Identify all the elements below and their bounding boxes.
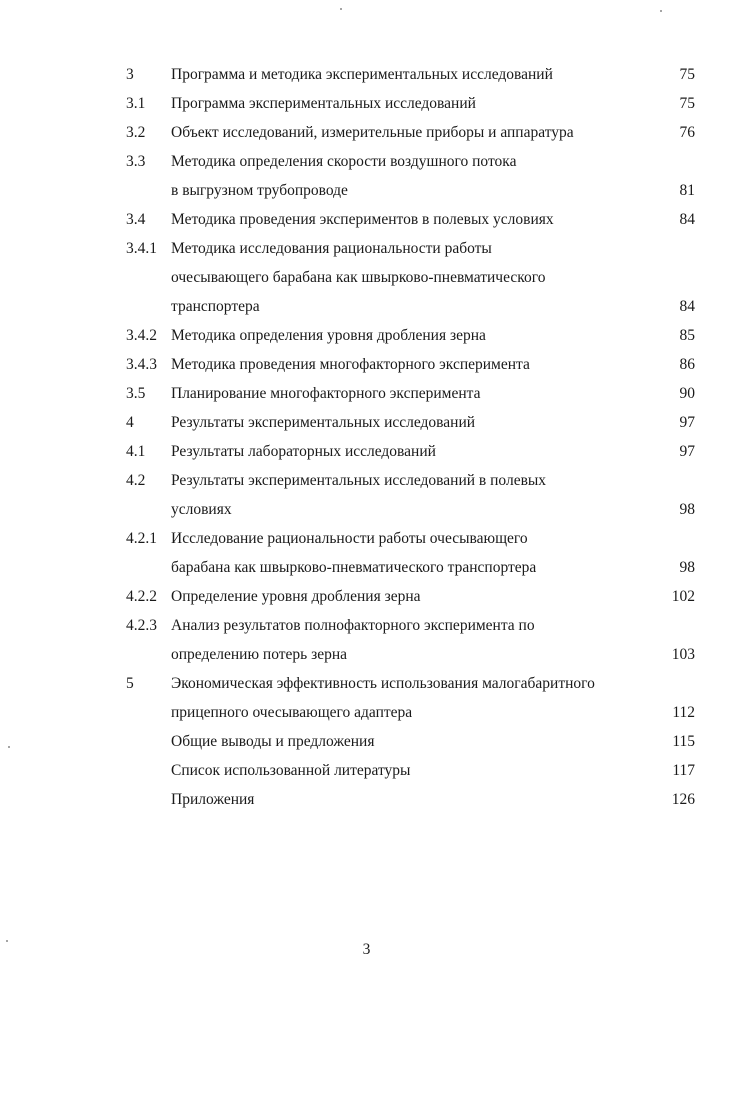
toc-number: 3.2 — [126, 124, 146, 141]
scan-speck — [8, 746, 10, 748]
toc-page: 103 — [671, 646, 695, 663]
toc-row — [0, 294, 733, 323]
toc-row — [0, 207, 733, 236]
scan-speck — [340, 8, 342, 10]
toc-row — [0, 178, 733, 207]
toc-title: очесывающего барабана как швырково-пневматического — [171, 269, 546, 286]
toc-page: 90 — [679, 385, 695, 402]
toc-number: 4 — [126, 414, 134, 431]
toc-page: 86 — [679, 356, 695, 373]
toc-page: 81 — [679, 182, 695, 199]
toc-row — [0, 758, 733, 787]
toc-row — [0, 323, 733, 352]
toc-row — [0, 526, 733, 555]
toc-row — [0, 468, 733, 497]
toc-page: 84 — [679, 211, 695, 228]
toc-number: 5 — [126, 675, 134, 692]
toc-page: 97 — [679, 443, 695, 460]
toc-title: Планирование многофакторного эксперимента — [171, 385, 481, 402]
toc-page: 112 — [672, 704, 695, 721]
toc-title: Исследование рациональности работы очесывающего — [171, 530, 528, 547]
toc-row — [0, 120, 733, 149]
toc-page: 85 — [679, 327, 695, 344]
toc-row — [0, 352, 733, 381]
toc-page: 84 — [679, 298, 695, 315]
toc-row — [0, 642, 733, 671]
toc-row — [0, 729, 733, 758]
toc-title: транспортера — [171, 298, 260, 315]
toc-page: 75 — [679, 66, 695, 83]
toc-page: 117 — [672, 762, 695, 779]
toc-title: определению потерь зерна — [171, 646, 348, 663]
toc-page: 97 — [679, 414, 695, 431]
toc-row — [0, 91, 733, 120]
toc-row — [0, 787, 733, 816]
toc-number: 3.3 — [126, 153, 146, 170]
toc-page: 115 — [672, 733, 695, 750]
toc-number: 4.1 — [126, 443, 146, 460]
toc-title: Программа экспериментальных исследований — [171, 95, 476, 112]
toc-row — [0, 584, 733, 613]
toc-title: прицепного очесывающего адаптера — [171, 704, 413, 721]
table-of-contents — [0, 62, 733, 816]
toc-title: Программа и методика экспериментальных исследований — [171, 66, 553, 83]
toc-number: 3.4.2 — [126, 327, 157, 344]
toc-title: Методика исследования рациональности работы — [171, 240, 492, 257]
toc-title: Методика определения уровня дробления зерна — [171, 327, 486, 344]
toc-title: Объект исследований, измерительные приборы и аппаратура — [171, 124, 574, 141]
toc-title: Результаты лабораторных исследований — [171, 443, 436, 460]
toc-title: Методика определения скорости воздушного потока — [171, 153, 517, 170]
toc-row — [0, 410, 733, 439]
toc-number: 4.2 — [126, 472, 146, 489]
toc-page: 98 — [679, 501, 695, 518]
toc-row — [0, 555, 733, 584]
toc-row — [0, 62, 733, 91]
toc-number: 3 — [126, 66, 134, 83]
toc-row — [0, 381, 733, 410]
toc-number: 4.2.2 — [126, 588, 157, 605]
toc-title: Анализ результатов полнофакторного эксперимента по — [171, 617, 535, 634]
toc-page: 75 — [679, 95, 695, 112]
toc-row — [0, 149, 733, 178]
toc-number: 3.4.3 — [126, 356, 157, 373]
toc-number: 4.2.1 — [126, 530, 157, 547]
toc-page: 76 — [679, 124, 695, 141]
toc-title: Результаты экспериментальных исследований — [171, 414, 476, 431]
toc-title: барабана как швырково-пневматического транспортера — [171, 559, 537, 576]
toc-row — [0, 497, 733, 526]
toc-row — [0, 236, 733, 265]
page-number: 3 — [362, 941, 371, 958]
toc-row — [0, 613, 733, 642]
toc-number: 3.4 — [126, 211, 146, 228]
toc-title: Экономическая эффективность использования малогабаритного — [171, 675, 595, 692]
toc-number: 3.1 — [126, 95, 146, 112]
toc-title: в выгрузном трубопроводе — [171, 182, 348, 199]
toc-number: 3.4.1 — [126, 240, 157, 257]
toc-row — [0, 265, 733, 294]
toc-row — [0, 671, 733, 700]
toc-title: Приложения — [171, 791, 255, 808]
toc-page: 102 — [671, 588, 695, 605]
toc-row — [0, 439, 733, 468]
toc-page: 126 — [671, 791, 695, 808]
toc-row — [0, 700, 733, 729]
toc-title: Общие выводы и предложения — [171, 733, 375, 750]
toc-title: Методика проведения многофакторного эксперимента — [171, 356, 530, 373]
toc-page: 98 — [679, 559, 695, 576]
scan-speck — [660, 10, 662, 12]
toc-title: Определение уровня дробления зерна — [171, 588, 421, 605]
toc-title: Методика проведения экспериментов в полевых условиях — [171, 211, 554, 228]
toc-title: Список использованной литературы — [171, 762, 411, 779]
scan-speck — [6, 940, 8, 942]
toc-number: 3.5 — [126, 385, 146, 402]
toc-number: 4.2.3 — [126, 617, 157, 634]
toc-title: условиях — [171, 501, 232, 518]
toc-title: Результаты экспериментальных исследований в полевых — [171, 472, 547, 489]
